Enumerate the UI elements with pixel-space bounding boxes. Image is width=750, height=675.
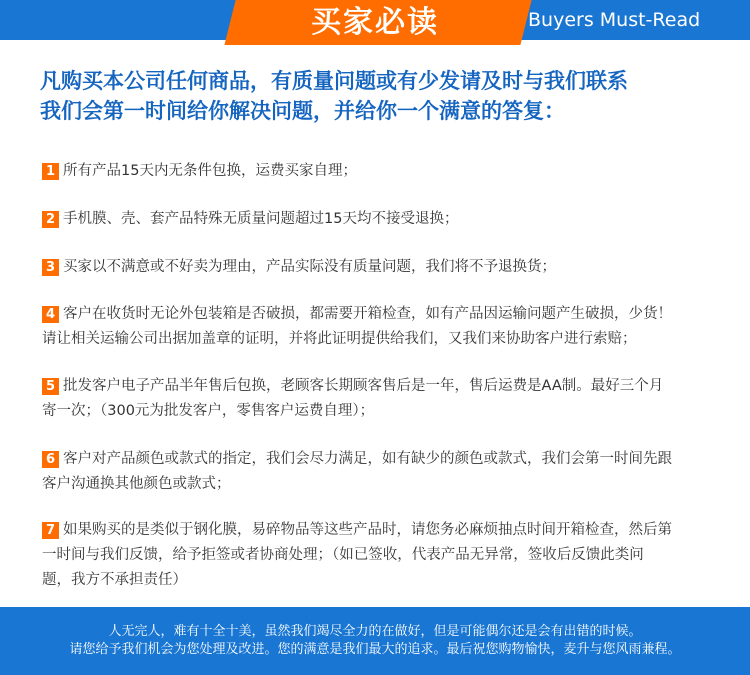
policy-text: 寄一次；（300元为批发客户，零售客户运费自理）； (42, 403, 375, 419)
policy-text: 一时间与我们反馈，给予拒签或者协商处理；（如已签收，代表产品无异常，签收后反馈此类问 (42, 547, 644, 563)
item-number-badge: 1 (42, 163, 59, 180)
policy-item-6 (42, 447, 742, 497)
footer-line-1: 人无完人，难有十全十美，虽然我们竭尽全力的在做好，但是可能偶尔还是会有出错的时候。 (108, 624, 642, 639)
policy-item-1 (42, 159, 742, 184)
headline-line-2: 我们会第一时间给你解决问题，并给你一个满意的答复： (40, 99, 565, 123)
policy-item-7 (42, 518, 742, 593)
item-number-badge: 6 (42, 451, 59, 468)
banner-title: 买家必读 (311, 5, 439, 40)
policy-text: 批发客户电子产品半年售后包换，老顾客长期顾客售后是一年，售后运费是AA制。最好三个月 (63, 378, 664, 394)
item-number-badge: 7 (42, 522, 59, 539)
headline (40, 66, 730, 126)
policy-item-3 (42, 255, 742, 280)
footer-notice (0, 607, 750, 675)
policy-item-5 (42, 374, 742, 424)
policy-text: 如果购买的是类似于钢化膜，易碎物品等这些产品时，请您务必麻烦抽点时间开箱检查，然后第 (63, 522, 672, 538)
policy-text: 手机膜、壳、套产品特殊无质量问题超过15天均不接受退换； (63, 211, 459, 227)
policy-text: 所有产品15天内无条件包换，运费买家自理； (63, 163, 357, 179)
item-number-badge: 2 (42, 211, 59, 228)
policy-text: 客户沟通换其他颜色或款式； (42, 476, 231, 492)
item-number-badge: 3 (42, 259, 59, 276)
policy-text: 题，我方不承担责任） (42, 572, 187, 588)
policy-text: 客户在收货时无论外包装箱是否破损，都需要开箱检查，如有产品因运输问题产生破损，少货！ (63, 306, 672, 322)
policy-item-4 (42, 302, 742, 352)
item-number-badge: 4 (42, 306, 59, 323)
footer-line-2: 请您给予我们机会为您处理及改进。您的满意是我们最大的追求。最后祝您购物愉快，麦升与您风雨兼程。 (69, 642, 681, 657)
policy-text: 买家以不满意或不好卖为理由，产品实际没有质量问题，我们将不予退换货； (63, 259, 556, 275)
banner-subtitle: Buyers Must-Read (528, 9, 701, 31)
policy-text: 请让相关运输公司出据加盖章的证明，并将此证明提供给我们，又我们来协助客户进行索赔； (42, 331, 637, 347)
item-number-badge: 5 (42, 378, 59, 395)
policy-text: 客户对产品颜色或款式的指定，我们会尽力满足，如有缺少的颜色或款式，我们会第一时间先跟 (63, 451, 672, 467)
headline-line-1: 凡购买本公司任何商品，有质量问题或有少发请及时与我们联系 (40, 69, 628, 93)
policy-item-2 (42, 207, 742, 232)
